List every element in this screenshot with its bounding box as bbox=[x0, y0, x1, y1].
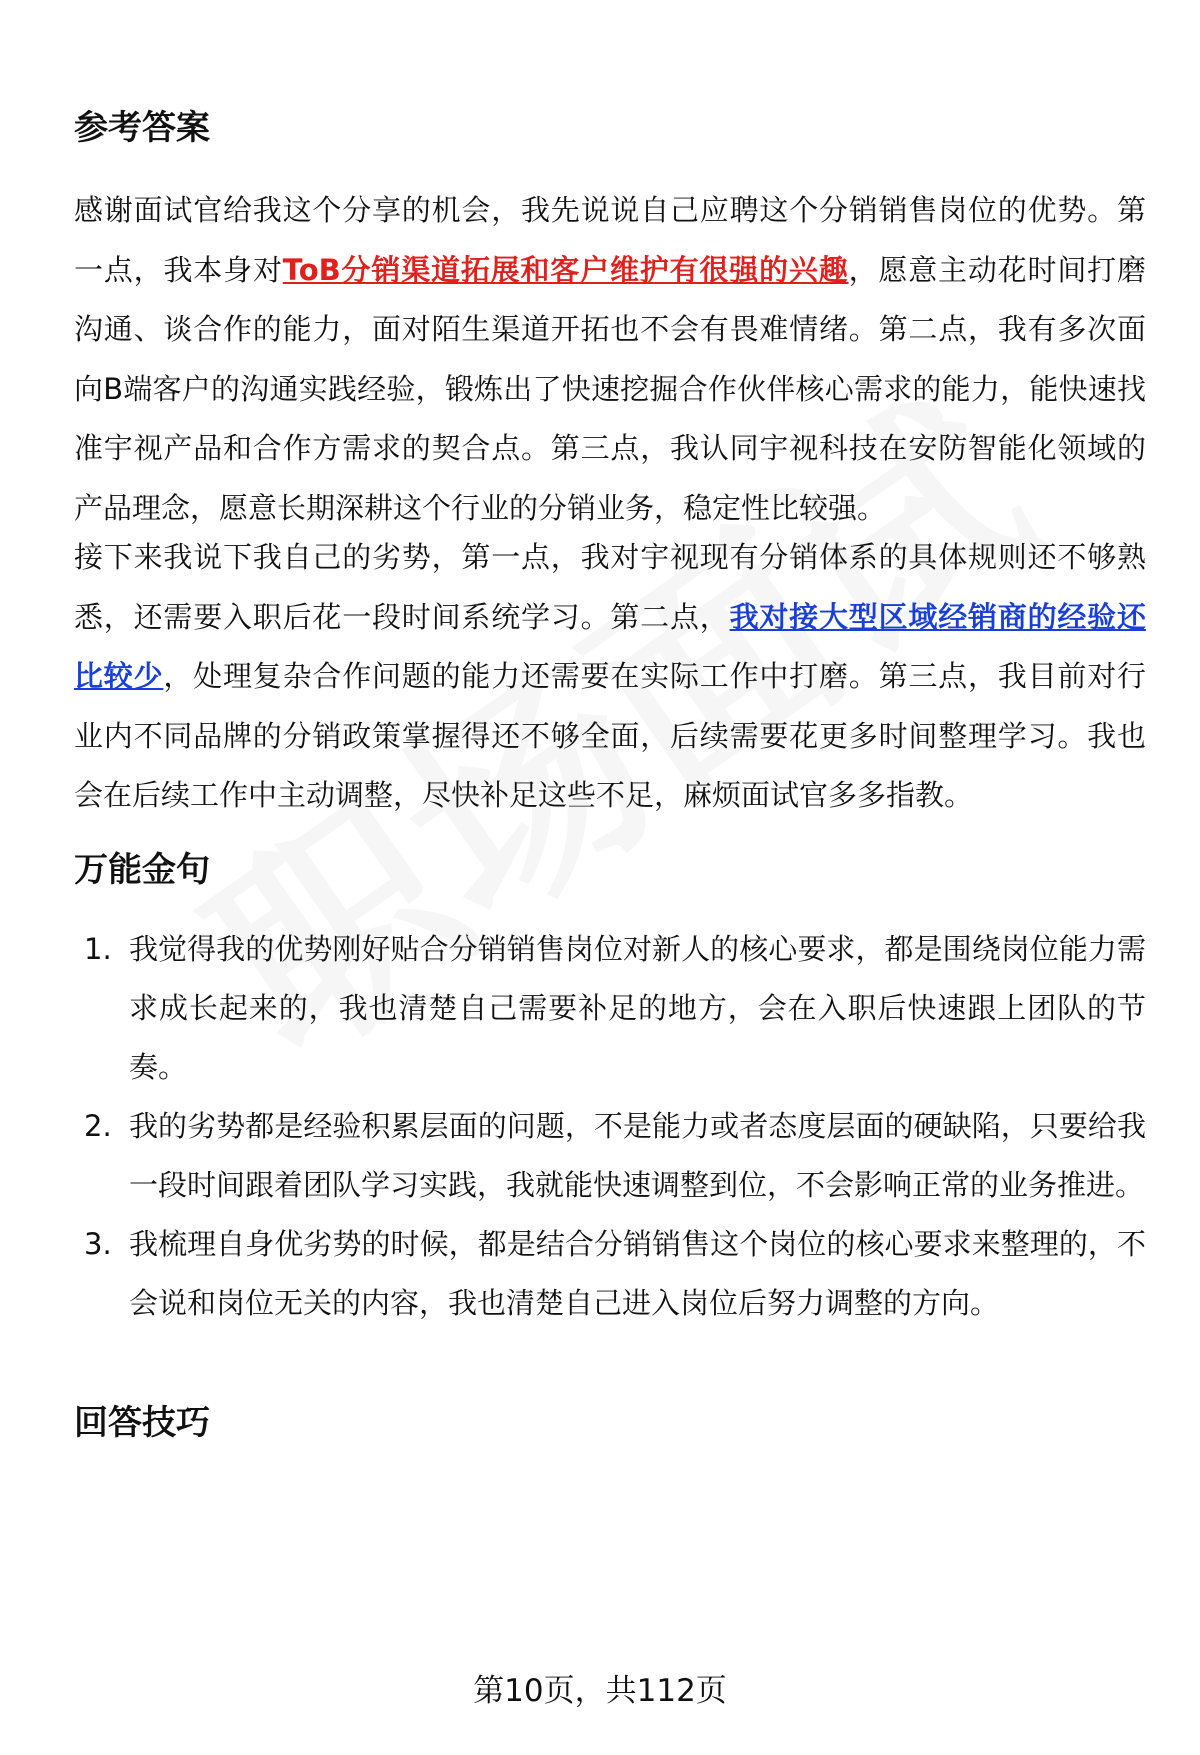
golden-sentences-list bbox=[74, 920, 1146, 1333]
text-span: 接下来我说下我自己的劣势，第一点，我对宇视现有分销体系的具体规则还不够熟悉，还需要入职后花一段时间系统学习。第二点， bbox=[74, 540, 1146, 634]
list-number: 1. bbox=[84, 932, 112, 966]
answer-paragraph-strengths bbox=[74, 181, 1146, 538]
section-heading-golden: 万能金句 bbox=[74, 850, 210, 890]
list-item bbox=[74, 1097, 1146, 1215]
text-span: 感谢面试官给我这个分享的机会，我先说说自己应聘这个分销销售岗位的优势。第一点，我本身对 bbox=[74, 193, 1146, 287]
list-item bbox=[74, 1215, 1146, 1333]
list-item-text: 我觉得我的优势刚好贴合分销销售岗位对新人的核心要求，都是围绕岗位能力需求成长起来的，我也清楚自己需要补足的地方，会在入职后快速跟上团队的节奏。 bbox=[129, 932, 1146, 1084]
list-item-text: 我梳理自身优劣势的时候，都是结合分销销售这个岗位的核心要求来整理的，不会说和岗位无关的内容，我也清楚自己进入岗位后努力调整的方向。 bbox=[129, 1227, 1146, 1320]
text-span: ，愿意主动花时间打磨沟通、谈合作的能力，面对陌生渠道开拓也不会有畏难情绪。第二点，我有多次面向B端客户的沟通实践经验，锻炼出了快速挖掘合作伙伴核心需求的能力，能快速找准宇视产品和合作方需求的契合点。第三点，我认同宇视科技在安防智能化领域的产品理念，愿意长期深耕这个行业的分销业务，稳定性比较强。 bbox=[74, 252, 1146, 525]
list-item-text: 我的劣势都是经验积累层面的问题，不是能力或者态度层面的硬缺陷，只要给我一段时间跟着团队学习实践，我就能快速调整到位，不会影响正常的业务推进。 bbox=[129, 1109, 1146, 1202]
section-heading-answer: 参考答案 bbox=[74, 108, 210, 148]
highlight-blue: 我对接大型区域经销商的经验还比较少 bbox=[74, 599, 1146, 693]
page-footer: 第10页，共112页 bbox=[473, 1673, 727, 1709]
answer-paragraph-weaknesses bbox=[74, 528, 1146, 826]
list-number: 2. bbox=[84, 1109, 112, 1143]
list-number: 3. bbox=[84, 1227, 112, 1261]
list-item bbox=[74, 920, 1146, 1097]
section-heading-tips: 回答技巧 bbox=[74, 1403, 210, 1443]
highlight-red: ToB分销渠道拓展和客户维护有很强的兴趣 bbox=[282, 252, 849, 287]
text-span: ，处理复杂合作问题的能力还需要在实际工作中打磨。第三点，我目前对行业内不同品牌的分销政策掌握得还不够全面，后续需要花更多时间整理学习。我也会在后续工作中主动调整，尽快补足这些不足，麻烦面试官多多指教。 bbox=[74, 659, 1146, 812]
